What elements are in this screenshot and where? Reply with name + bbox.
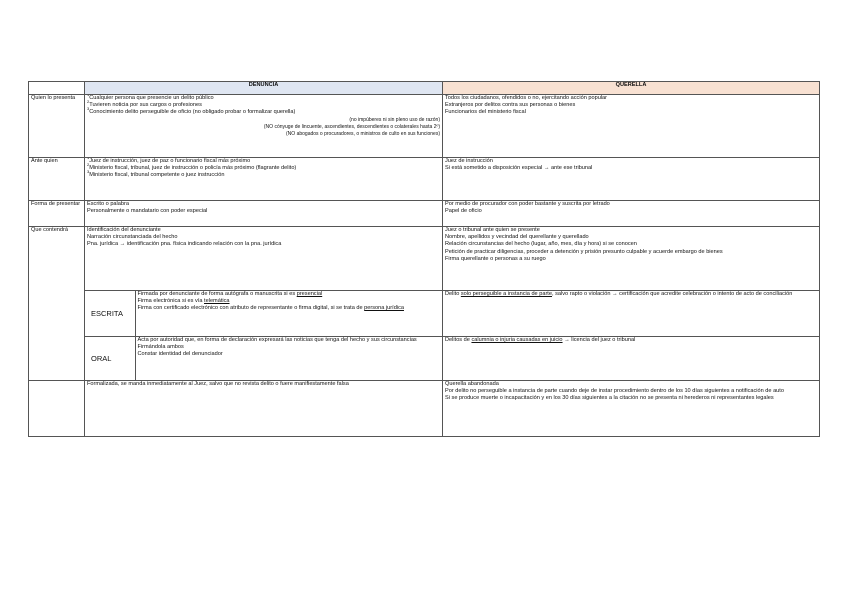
- querella-contendra-line-3: Relación circunstancias del hecho (lugar, año, mes, día y hora) si se conocen: [445, 241, 637, 248]
- querella-final-line-3: Si se produce muerte o incapacitación y en los 30 días siguientes a la citación no se presenta ni herederos ni representantes legales: [445, 395, 774, 402]
- denuncia-quien-note-3: (NO abogados o procuradores, o ministros de culto en sus funciones): [286, 131, 440, 138]
- querella-final-line-2: Por delito no perseguible a instancia de parte cuando deje de instar procedimiento dentro de los 10 días siguientes a notificación de auto: [445, 388, 784, 395]
- querella-oral-text: Delitos de calumnia o injuria causadas en juicio → licencia del juez o tribunal: [445, 337, 636, 343]
- denuncia-contendra-line-2: Narración circunstanciada del hecho: [87, 234, 178, 241]
- escrita-line-3: Firma con certificado electrónico con atributo de representante o firma digital, si se trata de persona jurídica: [137, 305, 404, 312]
- querella-forma-line-2: Papel de oficio: [445, 208, 482, 215]
- querella-escrita-cell: [443, 291, 820, 337]
- sublabel-escrita: ESCRITA: [85, 291, 135, 336]
- querella-final-cell: [443, 381, 820, 437]
- querella-ante-quien-cell: [443, 158, 820, 201]
- denuncia-escrita-cell: [85, 291, 443, 337]
- escrita-subtable: [85, 291, 442, 336]
- row-quien-presenta: [29, 95, 820, 158]
- denuncia-quien-line-1: $^1$Cualquier persona que presencie un delito público: [87, 94, 214, 101]
- row-contendra-general: [29, 227, 820, 291]
- querella-forma-cell: [443, 201, 820, 227]
- denuncia-ante-quien-cell: [85, 158, 443, 201]
- querella-quien-presenta-cell: [443, 95, 820, 158]
- oral-line-2: Firmándola ambos: [137, 344, 184, 351]
- row-forma-presentar: [29, 201, 820, 227]
- querella-contendra-line-4: Petición de practicar diligencias, proceder a detención y prisión presunto culpable y acuerde embargo de bienes: [445, 248, 723, 255]
- denuncia-contendra-line-1: Identificación del denunciante: [87, 227, 161, 233]
- header-row: [29, 82, 820, 95]
- denuncia-ante-line-1: $^1$Juez de instrucción, juez de paz o funcionario fiscal más próximo: [87, 157, 251, 164]
- querella-contendra-line-2: Nombre, apellidos y vecindad del querellante y querellado: [445, 234, 589, 241]
- querella-escrita-text: Delito solo perseguible a instancia de parte, salvo rapto o violación → certificación que acredite celebración o intento de acto de conciliación: [445, 291, 793, 297]
- denuncia-forma-line-2: Personalmente o mandatario con poder especial: [87, 208, 208, 215]
- row-label-ante-quien: Ante quien: [29, 158, 85, 201]
- querella-final-line-1: Querella abandonada: [445, 381, 499, 387]
- denuncia-oral-cell: [85, 337, 443, 381]
- denuncia-quien-line-3: $^3$Conocimiento delito perseguible de oficio (no obligado probar o formalizar querella): [87, 106, 296, 116]
- row-label-final: [29, 381, 85, 437]
- denuncia-contendra-line-3: Pna. jurídica → identificación pna. física indicando relación con la pna. jurídica: [87, 241, 282, 248]
- querella-quien-line-1: Todos los ciudadanos, ofendidos o no, ejercitando acción popular: [445, 95, 608, 101]
- querella-quien-line-2: Extranjeros por delitos contra sus personas o bienes: [445, 102, 576, 109]
- oral-line-3: Constar identidad del denunciador: [137, 351, 223, 358]
- escrita-details: [135, 291, 442, 336]
- sublabel-oral: ORAL: [85, 337, 135, 380]
- querella-contendra-cell: [443, 227, 820, 291]
- querella-contendra-line-1: Juez o tribunal ante quien se presente: [445, 227, 540, 233]
- oral-subtable: [85, 337, 442, 380]
- denuncia-quien-note-1: (no impúberes ni sin pleno uso de razón): [349, 116, 440, 123]
- row-label-forma-presentar: Forma de presentar: [29, 201, 85, 227]
- oral-line-1: Acta por autoridad que, en forma de declaración expresará las noticias que tenga del hecho y sus circunstancias: [137, 337, 417, 343]
- querella-contendra-line-5: Firma querellante o personas a su ruego: [445, 255, 546, 262]
- header-denuncia: DENUNCIA: [85, 82, 443, 95]
- querella-quien-line-3: Funcionarios del ministerio fiscal: [445, 109, 526, 116]
- denuncia-contendra-cell: [85, 227, 443, 291]
- querella-oral-cell: [443, 337, 820, 381]
- header-blank-cell: [29, 82, 85, 95]
- querella-forma-line-1: Por medio de procurador con poder bastante y suscrita por letrado: [445, 201, 610, 207]
- row-contendra-escrita: [29, 291, 820, 337]
- denuncia-forma-cell: [85, 201, 443, 227]
- denuncia-quien-presenta-cell: [85, 95, 443, 158]
- row-label-contendra: Que contendrá: [29, 227, 85, 381]
- denuncia-ante-line-3: $^3$Ministerio fiscal, tribunal competente o juez instrucción: [87, 169, 225, 179]
- denuncia-final-cell: [85, 381, 443, 437]
- escrita-line-2: Firma electrónica si es vía telemática: [137, 298, 230, 305]
- denuncia-ante-line-2: $^2$Ministerio fiscal, tribunal, juez de instrucción o policía más próximo (flagrante delito): [87, 162, 297, 172]
- denuncia-final-text: Formalizada, se manda inmediatamente al Juez, salvo que no revista delito o fuere manifiestamente falsa: [87, 381, 349, 387]
- querella-ante-line-1: Juez de instrucción: [445, 158, 493, 164]
- row-contendra-oral: [29, 337, 820, 381]
- denuncia-forma-line-1: Escrito o palabra: [87, 201, 129, 207]
- denuncia-quien-note-2: (NO cónyuge de lincuente, ascendientes, descendientes o colaterales hasta 2º): [263, 123, 440, 130]
- escrita-line-1: Firmada por denunciante de forma autógrafa o manuscrita si es presencial: [137, 291, 323, 297]
- row-label-quien-presenta: Quien lo presenta: [29, 95, 85, 158]
- row-ante-quien: [29, 158, 820, 201]
- row-final: [29, 381, 820, 437]
- comparison-table: [28, 81, 820, 437]
- oral-details: [135, 337, 442, 380]
- querella-ante-line-2: Si está sometido a disposición especial → ante ese tribunal: [445, 165, 593, 172]
- denuncia-quien-line-2: $^2$Tuvieren noticia por sus cargos o profesiones: [87, 99, 202, 109]
- header-querella: QUERELLA: [443, 82, 820, 95]
